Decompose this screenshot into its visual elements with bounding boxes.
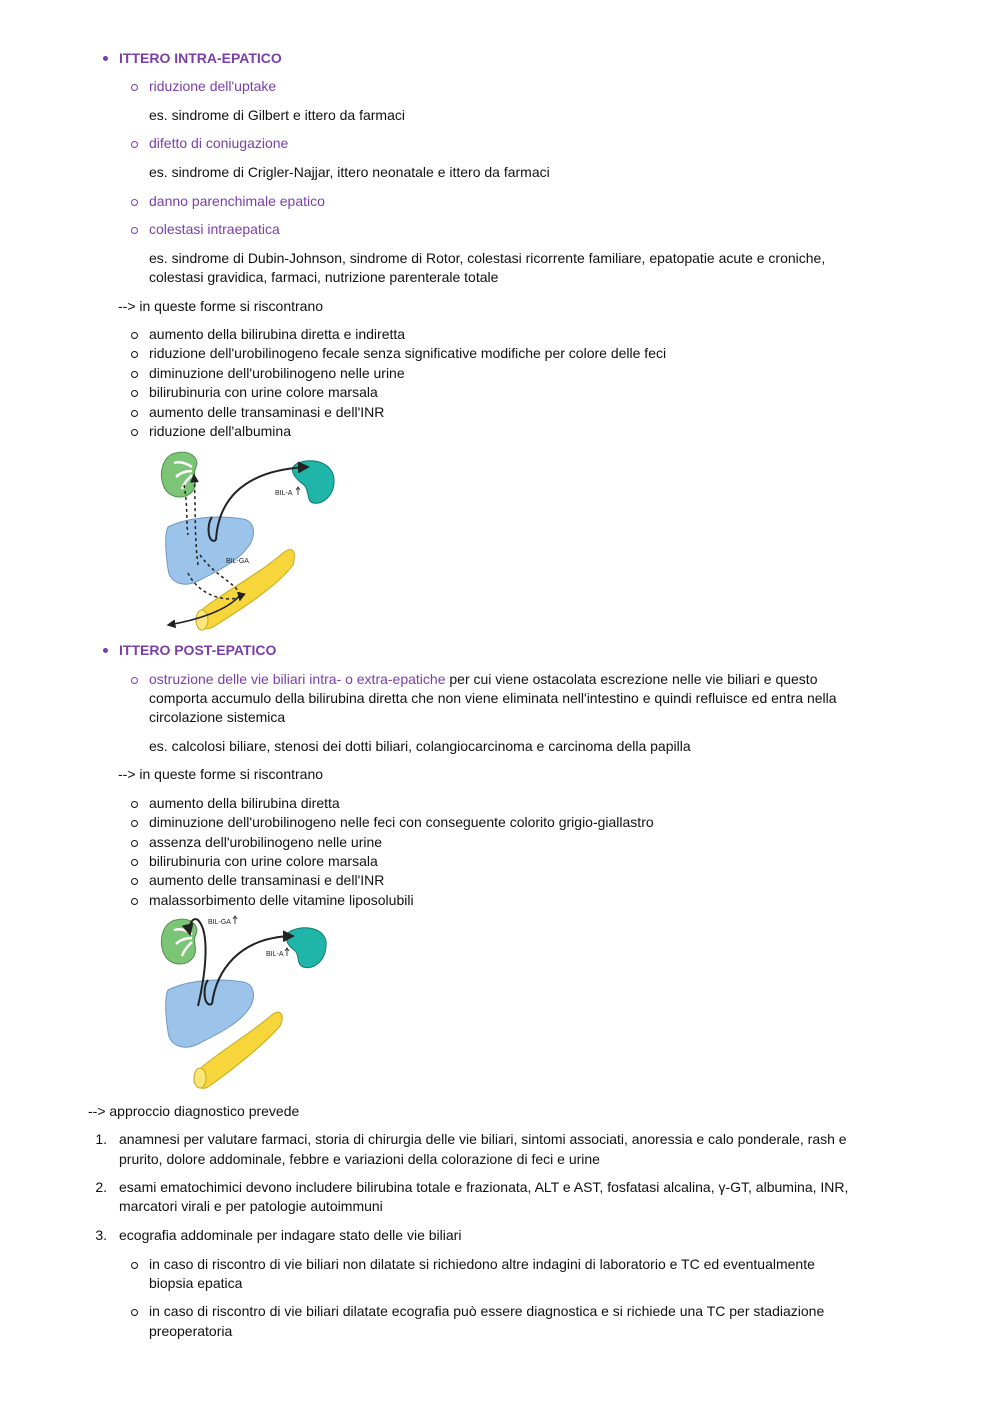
post-item-line-2: comporta accumulo della bilirubina diretta che non viene eliminata nell'intestino e quindi refluisce ed entra nella: [149, 690, 837, 706]
intra-item-example: colestasi gravidica, farmaci, nutrizione parenterale totale: [149, 269, 499, 285]
circle-bullet-icon: [131, 898, 138, 905]
circle-bullet-icon: [131, 677, 138, 684]
post-item-line-3: circolazione sistemica: [149, 709, 286, 725]
circle-bullet-icon: [131, 859, 138, 866]
circle-bullet-icon: [131, 1309, 138, 1316]
sub-step-text: preoperatoria: [149, 1323, 233, 1339]
intra-item-title: danno parenchimale epatico: [149, 193, 325, 209]
finding-item: riduzione dell'urobilinogeno fecale senza significative modifiche per colore delle feci: [149, 345, 667, 361]
finding-item: malassorbimento delle vitamine liposolubili: [149, 892, 414, 908]
circle-bullet-icon: [131, 351, 138, 358]
fig-label-bil-ga: BIL-GA: [226, 558, 249, 565]
finding-item: bilirubinuria con urine colore marsala: [149, 384, 378, 400]
step-number: 3.: [95, 1227, 107, 1243]
circle-bullet-icon: [131, 840, 138, 847]
circle-bullet-icon: [131, 820, 138, 827]
section-heading-post: ITTERO POST-EPATICO: [119, 642, 277, 658]
sub-step-text: biopsia epatica: [149, 1275, 243, 1291]
liver-icon: [166, 517, 254, 584]
step-number: 1.: [95, 1131, 107, 1147]
step-number: 2.: [95, 1179, 107, 1195]
findings-intro: --> in queste forme si riscontrano: [118, 298, 324, 314]
bilirubin-flow-diagram-post: [158, 912, 338, 1092]
intra-item-example: es. sindrome di Crigler-Najjar, ittero neonatale e ittero da farmaci: [149, 164, 550, 180]
finding-item: riduzione dell'albumina: [149, 423, 291, 439]
circle-bullet-icon: [131, 410, 138, 417]
step-text: anamnesi per valutare farmaci, storia di chirurgia delle vie biliari, sintomi associati, anoressia e calo ponderale, rash e: [119, 1131, 847, 1147]
post-item-line-1: [149, 670, 817, 690]
intra-item-example: es. sindrome di Gilbert e ittero da farmaci: [149, 107, 405, 123]
finding-item: bilirubinuria con urine colore marsala: [149, 853, 378, 869]
post-item-example: es. calcolosi biliare, stenosi dei dotti biliari, colangiocarcinoma e carcinoma della papilla: [149, 738, 691, 754]
fig-label-bil-ga: BIL-GA: [208, 919, 231, 926]
intra-item-title: colestasi intraepatica: [149, 221, 280, 237]
circle-bullet-icon: [131, 371, 138, 378]
sub-step-text: in caso di riscontro di vie biliari non dilatate si richiedono altre indagini di laboratorio e TC ed eventualmente: [149, 1256, 815, 1272]
bilirubin-flow-diagram-intra: [158, 445, 338, 630]
circle-bullet-icon: [131, 332, 138, 339]
circle-bullet-icon: [131, 878, 138, 885]
finding-item: aumento delle transaminasi e dell'INR: [149, 872, 385, 888]
sub-step-text: in caso di riscontro di vie biliari dilatate ecografia può essere diagnostica e si richiede una TC per stadiazione: [149, 1303, 825, 1319]
step-text: marcatori virali e per patologie autoimmuni: [119, 1198, 383, 1214]
approach-intro: --> approccio diagnostico prevede: [88, 1103, 300, 1119]
finding-item: aumento delle transaminasi e dell'INR: [149, 404, 385, 420]
finding-item: aumento della bilirubina diretta: [149, 795, 340, 811]
circle-bullet-icon: [131, 199, 138, 206]
section-heading-intra: ITTERO INTRA-EPATICO: [119, 50, 282, 66]
step-text: prurito, dolore addominale, febbre e variazioni della colorazione di feci e urine: [119, 1151, 600, 1167]
post-item-title: ostruzione delle vie biliari intra- o extra-epatiche: [149, 671, 446, 687]
finding-item: assenza dell'urobilinogeno nelle urine: [149, 834, 383, 850]
finding-item: diminuzione dell'urobilinogeno nelle urine: [149, 365, 405, 381]
circle-bullet-icon: [131, 227, 138, 234]
circle-bullet-icon: [131, 84, 138, 91]
finding-item: aumento della bilirubina diretta e indiretta: [149, 326, 406, 342]
spleen-icon: [286, 928, 326, 968]
bullet-icon: [103, 56, 108, 61]
finding-item: diminuzione dell'urobilinogeno nelle feci con conseguente colorito grigio-giallastro: [149, 814, 654, 830]
findings-intro: --> in queste forme si riscontrano: [118, 766, 324, 782]
intra-item-title: difetto di coniugazione: [149, 135, 289, 151]
step-text: ecografia addominale per indagare stato delle vie biliari: [119, 1227, 462, 1243]
intra-item-title: riduzione dell'uptake: [149, 78, 277, 94]
bullet-icon: [103, 648, 108, 653]
step-text: esami ematochimici devono includere bilirubina totale e frazionata, ALT e AST, fosfatasi alcalina, γ-GT, albumina, INR,: [119, 1179, 849, 1195]
circle-bullet-icon: [131, 801, 138, 808]
circle-bullet-icon: [131, 429, 138, 436]
circle-bullet-icon: [131, 390, 138, 397]
post-item-rest: per cui viene ostacolata escrezione nelle vie biliari e questo: [445, 671, 818, 687]
circle-bullet-icon: [131, 1262, 138, 1269]
circle-bullet-icon: [131, 141, 138, 148]
intra-item-example: es. sindrome di Dubin-Johnson, sindrome di Rotor, colestasi ricorrente familiare, epatopatie acute e croniche,: [149, 250, 826, 266]
fig-label-bil-a: BIL-A: [266, 951, 284, 958]
liver-icon: [166, 980, 254, 1047]
fig-label-bil-a: BIL-A: [275, 490, 293, 497]
